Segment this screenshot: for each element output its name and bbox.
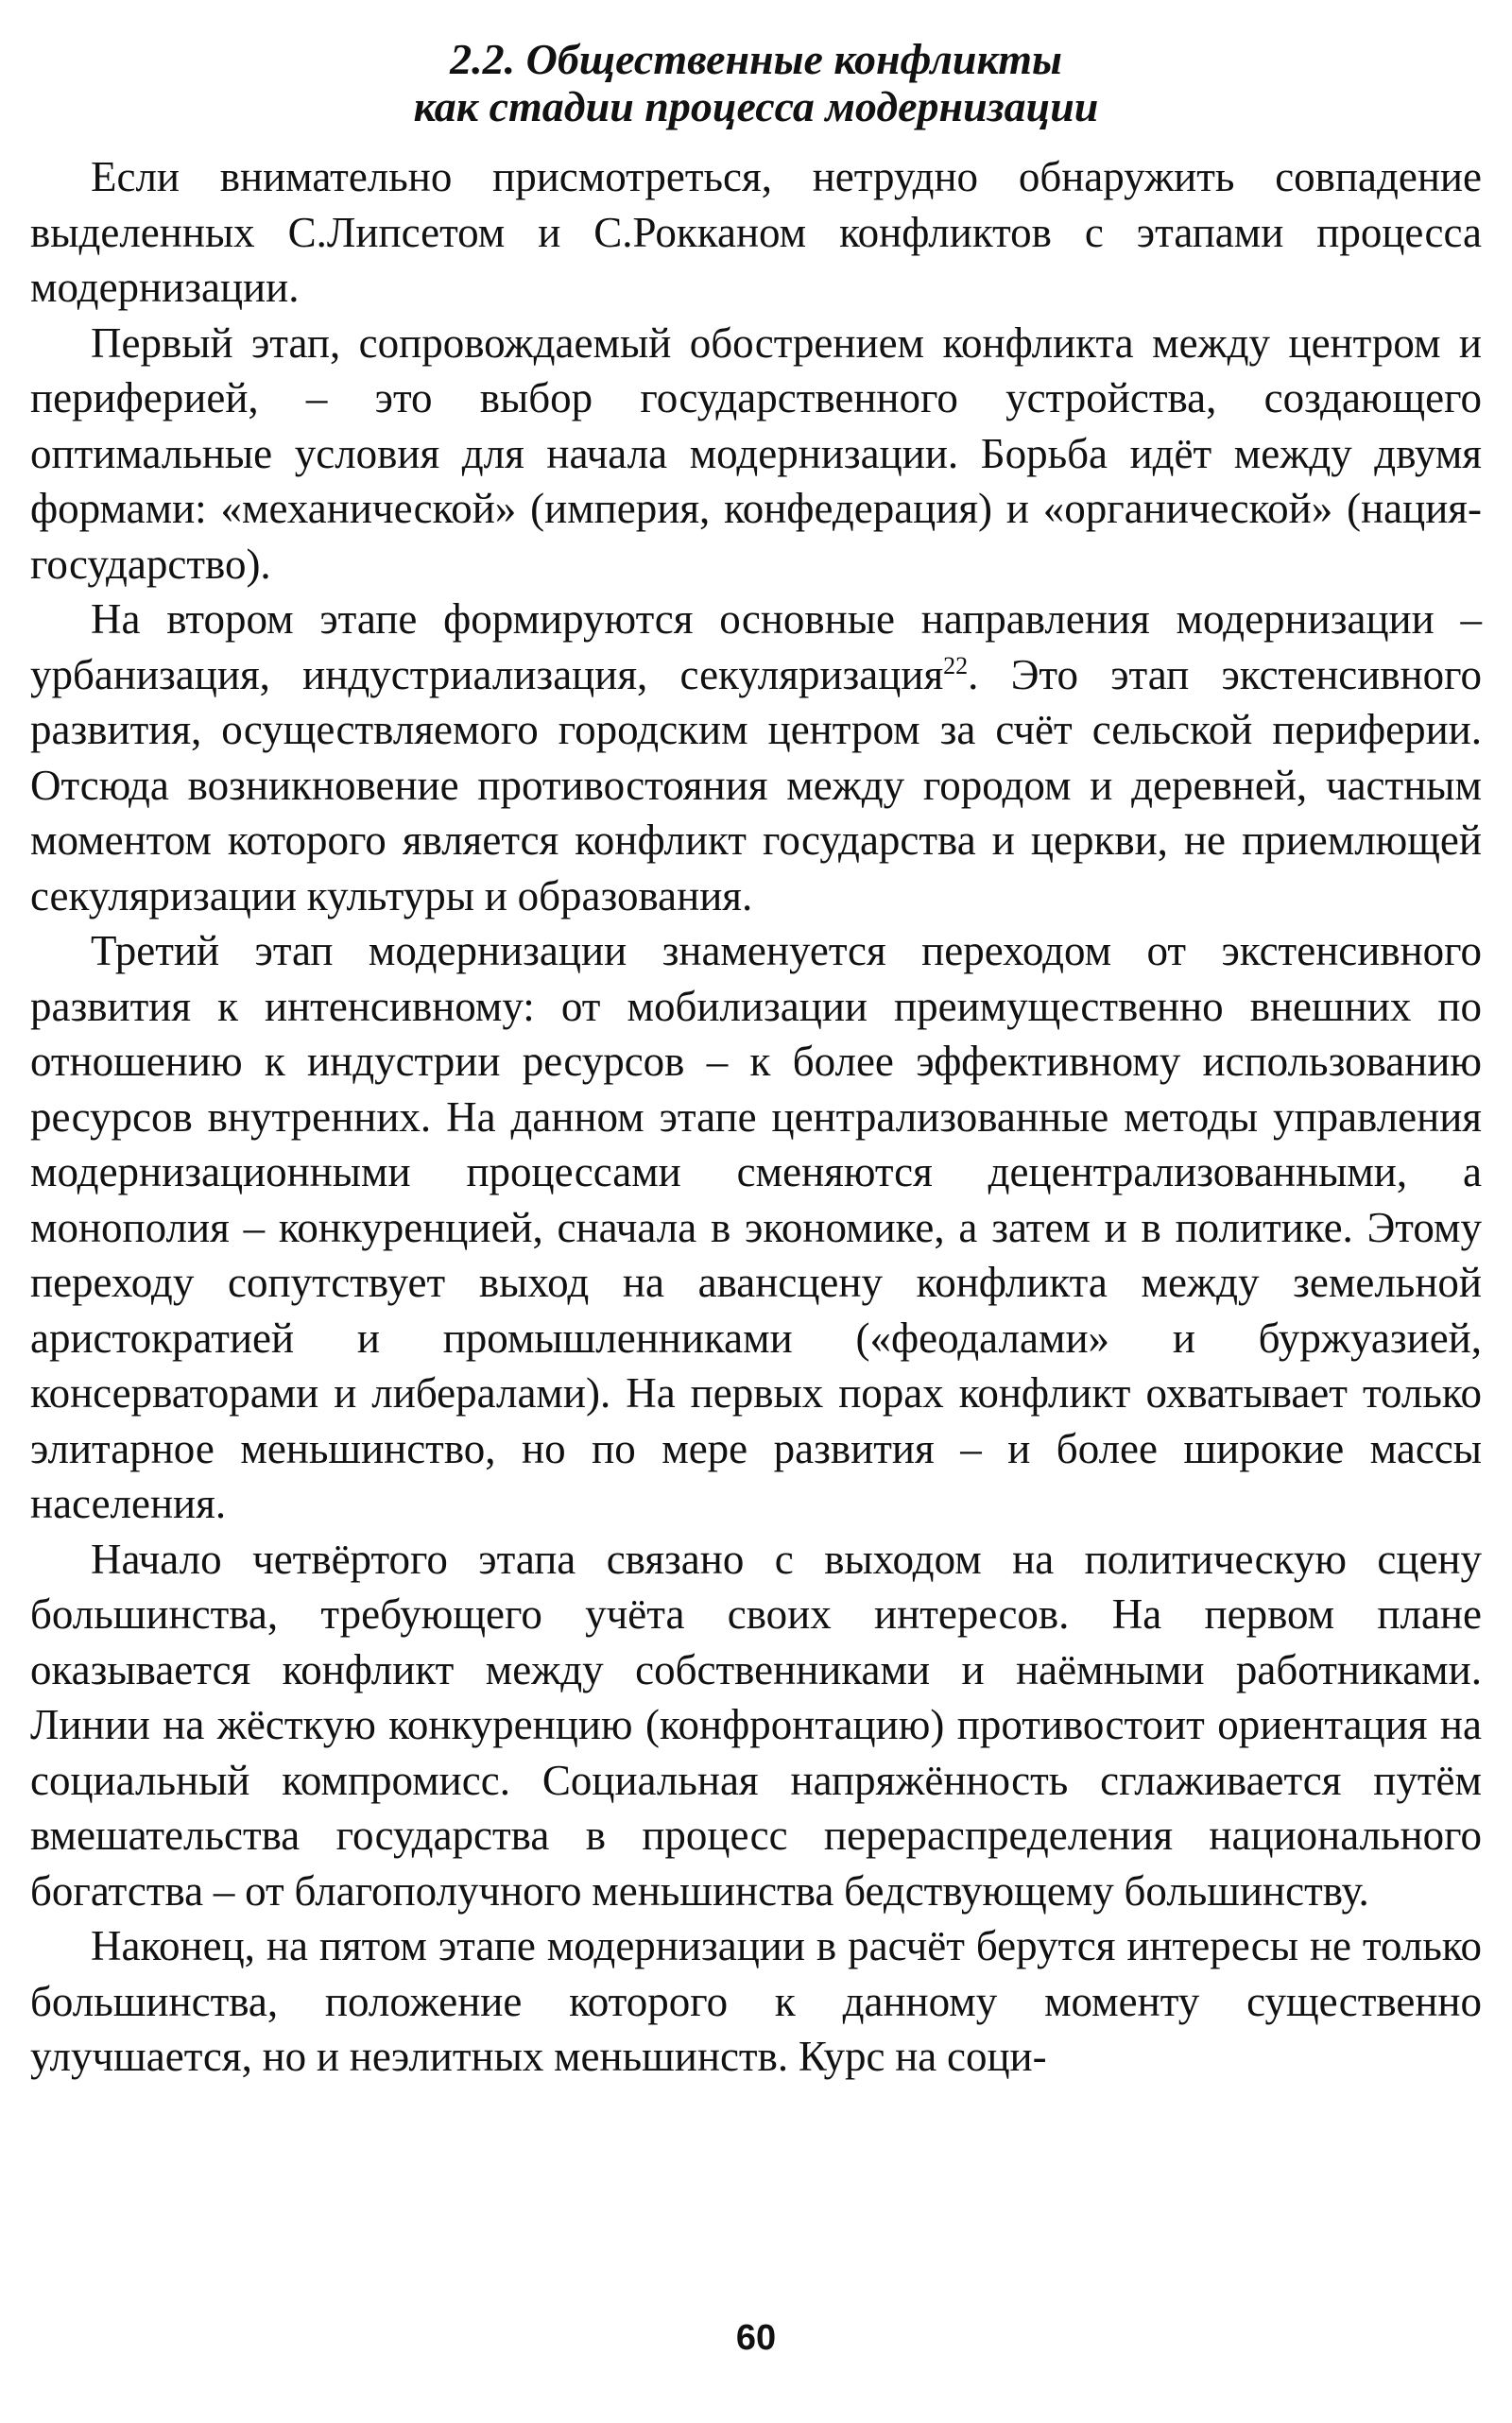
paragraph-2: Первый этап, сопровождаемый обострением конфликта между центром и периферией, – это выбор государственного устройства, создающего оптимальные условия для начала модернизации. Борьба идёт между двумя формами: «механической» (империя, конфедерация) и «органической» (нация-государство). [30,318,1482,588]
section-heading-line-2: как стадии процесса модернизации [413,82,1099,130]
section-heading-line-1: 2.2. Общественные конфликты [450,35,1062,83]
section-heading [30,36,1482,130]
paragraph-5: Начало четвёртого этапа связано с выходом на политическую сцену большинства, требующего учёта своих интересов. На первом плане оказывается конфликт между собственниками и наёмными работниками. Линии на жёсткую конкуренцию (конфронтацию) противостоит ориентация на социальный компромисс. Социальная напряжённость сглаживается путём вмешательства государства в процесс перераспределения национального богатства – от благополучного меньшинства бедствующему большинству. [30,1535,1482,1915]
paragraph-3 [30,592,1482,923]
footnote-reference[interactable]: 22 [943,651,969,679]
page-number: 60 [735,2318,777,2358]
paragraph-6: Наконец, на пятом этапе модернизации в расчёт берутся интересы не только большинства, положение которого к данному моменту существенно улучшается, но и неэлитных меньшинств. Курс на соци- [30,1922,1482,2080]
paragraph-1: Если внимательно присмотреться, нетрудно обнаружить совпадение выделенных С.Липсетом и С.Рокканом конфликтов с этапами процесса модернизации. [30,153,1482,311]
paragraph-4: Третий этап модернизации знаменуется переходом от экстенсивного развития к интенсивному: от мобилизации преимущественно внешних по отношению к индустрии ресурсов – к более эффективному использованию ресурсов внутренних. На данном этапе централизованные методы управления модернизационными процессами сменяются децентрализованными, а монополия – конкуренцией, сначала в экономике, а затем и в политике. Этому переходу сопутствует выход на авансцену конфликта между земельной аристократией и промышленниками («феодалами» и буржуазией, консерваторами и либералами). На первых порах конфликт охватывает только элитарное меньшинство, но по мере развития – и более широкие массы населения. [30,927,1482,1527]
paragraph-3-text-after-footnote: . Это этап экстенсивного развития, осуществляемого городским центром за счёт сельской периферии. Отсюда возникновение противостояния между городом и деревней, частным моментом которого является конфликт государства и церкви, не приемлющей секуляризации культуры и образования. [30,650,1482,919]
paragraph-3-text-before-footnote: На втором этапе формируются основные направления модернизации – урбанизация, индустриализация, секуляризация [30,595,1482,698]
